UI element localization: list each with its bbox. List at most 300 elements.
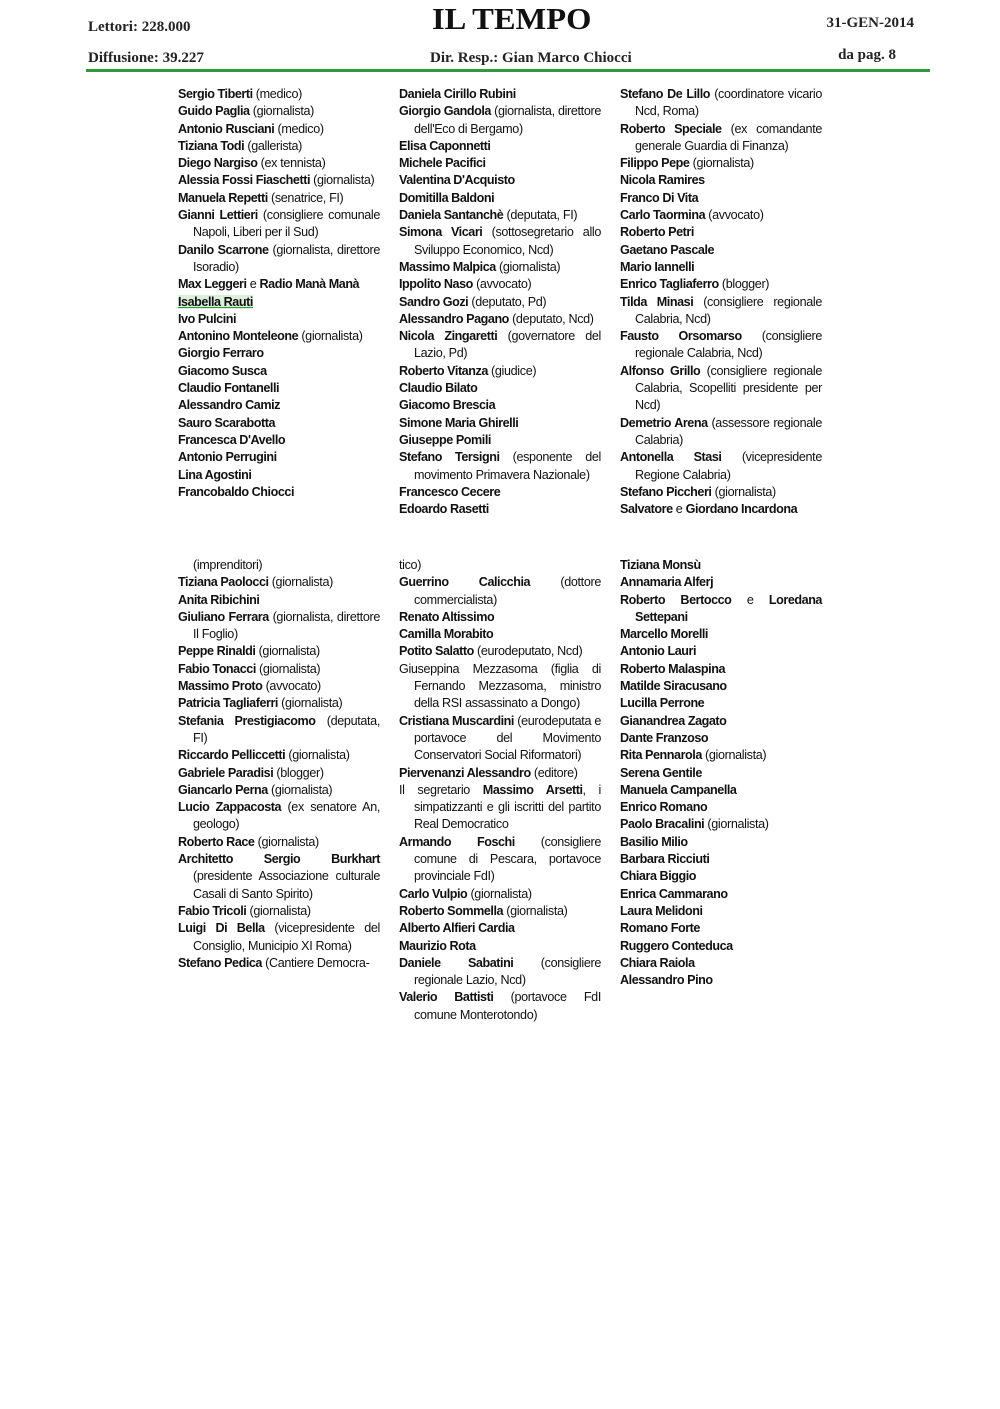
- list-item: [399, 311, 601, 328]
- person-name: Antonino Monteleone: [178, 329, 299, 344]
- person-name: Chiara Raiola: [620, 955, 695, 970]
- list-item: [399, 661, 601, 713]
- person-name: Valerio Battisti: [399, 990, 494, 1005]
- header-rule: [86, 69, 930, 72]
- person-name: Tiziana Paolocci: [178, 575, 269, 590]
- list-item: [399, 380, 601, 397]
- person-name: Romano Forte: [620, 921, 700, 936]
- list-item: [178, 397, 380, 414]
- list-item: [178, 190, 380, 207]
- person-note: (ex senatore An, geologo): [193, 800, 380, 832]
- person-note: (giornalista): [503, 903, 568, 918]
- list-item: [178, 557, 380, 574]
- person-note: (dottore commercialista): [414, 575, 601, 607]
- list-item: [399, 449, 601, 484]
- list-item: [620, 484, 822, 501]
- list-item: [178, 834, 380, 851]
- list-item: [620, 415, 822, 450]
- person-note: (ex comandante generale Guardia di Finanza): [635, 121, 823, 153]
- person-name: Elisa Caponnetti: [399, 138, 491, 153]
- list-item: [620, 868, 822, 885]
- person-name: Anita Ribichini: [178, 592, 260, 607]
- list-item: [178, 851, 380, 903]
- person-note: e: [731, 592, 769, 607]
- person-note: (deputata, FI): [503, 208, 578, 223]
- person-note: , i simpatizzanti e gli iscritti del partito Real Democratico: [414, 782, 601, 832]
- person-name: Giancarlo Perna: [178, 782, 268, 797]
- person-note: (giornalista): [704, 817, 769, 832]
- person-name: Giorgio Gandola: [399, 104, 491, 119]
- person-note: (avvocato): [472, 277, 532, 292]
- list-item: [620, 643, 822, 660]
- person-note: tico): [399, 558, 422, 572]
- column-1-top: [178, 86, 380, 501]
- person-note: (giornalista): [268, 575, 333, 590]
- person-note: (sottosegretario allo Sviluppo Economico, Ncd): [414, 225, 601, 257]
- list-item: [620, 886, 822, 903]
- person-note: (giornalista): [495, 259, 561, 274]
- list-item: [399, 609, 601, 626]
- person-name: Roberto Malaspina: [620, 661, 726, 676]
- page-reference: da pag. 8: [838, 47, 896, 63]
- list-item: [178, 799, 380, 834]
- person-name: Antonio Lauri: [620, 644, 696, 659]
- list-item: [178, 172, 380, 189]
- person-note: (giornalista, direttore Isoradio): [193, 242, 380, 274]
- person-name: Carlo Vulpio: [399, 886, 468, 901]
- list-item: [399, 765, 601, 782]
- list-item: [178, 415, 380, 432]
- list-item: [620, 765, 822, 782]
- list-item: [620, 782, 822, 799]
- list-item: [620, 816, 822, 833]
- person-name: Sauro Scarabotta: [178, 415, 276, 430]
- person-name: Antonio Rusciani: [178, 121, 275, 136]
- person-note: (esponente del movimento Primavera Nazionale): [414, 450, 601, 482]
- person-name: Stefano De Lillo: [620, 87, 711, 101]
- list-item: [399, 259, 601, 276]
- person-name: Diego Nargiso: [178, 156, 258, 171]
- person-name: Alessia Fossi Fiaschetti: [178, 173, 310, 188]
- person-name: Laura Melidoni: [620, 903, 703, 918]
- person-name: Danilo Scarrone: [178, 242, 269, 257]
- person-name: Filippo Pepe: [620, 156, 690, 171]
- person-note: (giornalista): [254, 834, 319, 849]
- director-line: Dir. Resp.: Gian Marco Chiocci: [430, 50, 632, 66]
- person-name: Roberto Bertocco: [620, 592, 732, 607]
- list-item: [620, 730, 822, 747]
- person-note: e: [672, 502, 686, 517]
- person-name: Fabio Tricoli: [178, 903, 247, 918]
- person-note: (giornalista, direttore Il Foglio): [193, 609, 380, 642]
- list-item: [399, 294, 601, 311]
- person-name: Alfonso Grillo: [620, 363, 701, 378]
- person-name: Daniele Sabatini: [399, 955, 514, 970]
- person-name: Radio Manà Manà: [259, 277, 360, 292]
- person-name: Stefano Pedica: [178, 955, 262, 970]
- list-item: [620, 920, 822, 937]
- person-name: Barbara Ricciuti: [620, 852, 710, 867]
- list-item: [178, 207, 380, 242]
- person-name: Franco Di Vita: [620, 190, 699, 205]
- list-item: [399, 938, 601, 955]
- person-name: Manuela Repetti: [178, 190, 268, 205]
- person-note: (giornalista): [277, 696, 343, 711]
- person-name: Valentina D'Acquisto: [399, 173, 515, 188]
- person-note: (eurodeputato, Ncd): [473, 644, 583, 659]
- list-item: [178, 713, 380, 748]
- person-name: Nicola Ramires: [620, 173, 705, 188]
- person-note: (giornalista): [255, 644, 320, 659]
- person-note: (consigliere comunale Napoli, Liberi per il Sud): [193, 208, 380, 240]
- person-name: Loredana Settepani: [635, 592, 822, 624]
- list-item: [620, 955, 822, 972]
- list-item: [178, 449, 380, 466]
- person-name: Gianandrea Zagato: [620, 713, 727, 728]
- list-item: [178, 432, 380, 449]
- person-note: (giudice): [487, 363, 537, 378]
- list-item: [399, 920, 601, 937]
- list-item: [620, 449, 822, 484]
- person-name: Stefania Prestigiacomo: [178, 713, 316, 728]
- person-name: Alberto Alfieri Cardia: [399, 921, 515, 936]
- person-name: Armando Foschi: [399, 834, 515, 849]
- person-note: (medico): [252, 87, 302, 101]
- list-item: [620, 557, 822, 574]
- person-name: Enrica Cammarano: [620, 886, 728, 901]
- list-item: [399, 886, 601, 903]
- person-note: (consigliere regionale Calabria, Ncd): [635, 329, 822, 361]
- list-item: [620, 363, 822, 415]
- list-item: [620, 121, 822, 156]
- list-item: [620, 661, 822, 678]
- person-name: Francobaldo Chiocci: [178, 484, 295, 499]
- person-note: (Cantiere Democra-: [261, 955, 370, 970]
- person-name: Demetrio Arena: [620, 415, 708, 430]
- person-name: Massimo Proto: [178, 679, 263, 694]
- list-item: [178, 328, 380, 345]
- list-item: [399, 557, 601, 574]
- list-item: [178, 138, 380, 155]
- person-name: Annamaria Alferj: [620, 575, 714, 590]
- list-item: [620, 678, 822, 695]
- list-item: [620, 574, 822, 591]
- person-note: (governatore del Lazio, Pd): [414, 329, 602, 361]
- person-name: Alessandro Pino: [620, 973, 713, 988]
- person-name: Francesca D'Avello: [178, 432, 286, 447]
- list-item: [399, 224, 601, 259]
- list-item: [620, 592, 822, 627]
- person-note: (giornalista): [285, 748, 350, 763]
- person-name: Edoardo Rasetti: [399, 502, 489, 517]
- list-item: [620, 224, 822, 241]
- person-note: (giornalista): [298, 329, 363, 344]
- person-name: Marcello Morelli: [620, 627, 708, 642]
- person-name: Claudio Fontanelli: [178, 381, 280, 396]
- list-item: [178, 920, 380, 955]
- person-name: Giuliano Ferrara: [178, 609, 269, 624]
- column-3-bottom: [620, 557, 822, 989]
- list-item: [178, 592, 380, 609]
- person-name: Stefano Tersigni: [399, 450, 500, 465]
- person-name: Guido Paglia: [178, 104, 250, 119]
- person-name: Antonella Stasi: [620, 450, 722, 465]
- person-name: Mario Iannelli: [620, 259, 695, 274]
- person-note: (ex tennista): [257, 156, 326, 171]
- person-name: Tiziana Todi: [178, 138, 245, 153]
- list-item: [620, 276, 822, 293]
- person-name: Giordano Incardona: [685, 502, 798, 517]
- person-note: (medico): [274, 121, 324, 136]
- person-name: Potito Salatto: [399, 644, 474, 659]
- person-note: (senatrice, FI): [267, 190, 344, 205]
- person-note: (giornalista): [255, 661, 321, 676]
- list-item: [620, 938, 822, 955]
- person-name: Lina Agostini: [178, 467, 252, 482]
- person-name: Giorgio Ferraro: [178, 346, 264, 361]
- person-name: Gianni Lettieri: [178, 208, 258, 223]
- person-name: Ruggero Conteduca: [620, 938, 733, 953]
- person-name: Giacomo Brescia: [399, 398, 496, 413]
- person-name: Antonio Perrugini: [178, 450, 277, 465]
- list-item: [620, 242, 822, 259]
- list-item: [620, 695, 822, 712]
- list-item: [620, 834, 822, 851]
- list-item: [620, 713, 822, 730]
- list-item: [399, 432, 601, 449]
- person-name: Isabella Rauti: [178, 294, 253, 309]
- person-name: Massimo Malpica: [399, 259, 496, 274]
- person-name: Roberto Petri: [620, 225, 694, 240]
- person-name: Fabio Tonacci: [178, 661, 256, 676]
- list-item: [399, 501, 601, 518]
- list-item: [399, 484, 601, 501]
- person-name: Simona Vicari: [399, 225, 483, 240]
- column-3-top: [620, 86, 822, 518]
- list-item: [178, 103, 380, 120]
- person-name: Lucio Zappacosta: [178, 800, 282, 815]
- list-item: [399, 626, 601, 643]
- newspaper-masthead: IL TEMPO: [432, 1, 592, 36]
- list-item: [399, 713, 601, 765]
- person-name: Roberto Speciale: [620, 121, 722, 136]
- person-name: Roberto Sommella: [399, 903, 504, 918]
- person-name: Paolo Bracalini: [620, 817, 705, 832]
- person-note: (vicepresidente del Consiglio, Municipio XI Roma): [193, 921, 380, 953]
- person-note: (giornalista): [310, 173, 375, 188]
- diffusion-count: Diffusione: 39.227: [88, 50, 204, 66]
- list-item: [178, 678, 380, 695]
- person-name: Renato Altissimo: [399, 609, 495, 624]
- list-item: [178, 574, 380, 591]
- list-item: [620, 155, 822, 172]
- person-name: Riccardo Pelliccetti: [178, 748, 286, 763]
- person-name: Gaetano Pascale: [620, 242, 715, 257]
- person-name: Giacomo Susca: [178, 363, 267, 378]
- person-name: Dante Franzoso: [620, 730, 709, 745]
- person-name: Architetto Sergio Burkhart: [178, 852, 380, 867]
- person-name: Fausto Orsomarso: [620, 329, 742, 344]
- list-item: [178, 155, 380, 172]
- list-item: [178, 86, 380, 103]
- list-item: [620, 328, 822, 363]
- list-item: [178, 276, 380, 293]
- person-name: Maurizio Rota: [399, 938, 476, 953]
- list-item: [399, 328, 601, 363]
- person-name: Chiara Biggio: [620, 869, 697, 884]
- list-item: [620, 799, 822, 816]
- list-item: [399, 989, 601, 1024]
- person-note: e: [246, 277, 260, 292]
- list-item: [178, 903, 380, 920]
- person-note: (portavoce FdI comune Monterotondo): [414, 990, 601, 1022]
- list-item: [399, 207, 601, 224]
- person-note: (vicepresidente Regione Calabria): [635, 450, 822, 482]
- person-name: Manuela Campanella: [620, 782, 737, 797]
- person-name: Michele Pacifici: [399, 156, 486, 171]
- person-name: Gabriele Paradisi: [178, 765, 274, 780]
- person-note: (giornalista): [249, 104, 314, 119]
- list-item: [178, 363, 380, 380]
- person-note: (giornalista): [246, 903, 311, 918]
- person-note: (giornalista): [701, 748, 767, 763]
- list-item: [399, 190, 601, 207]
- list-item: [620, 501, 822, 518]
- list-item: [178, 467, 380, 484]
- person-name: Tiziana Monsù: [620, 558, 701, 572]
- person-note: Il segretario: [399, 782, 483, 797]
- column-2-bottom: [399, 557, 601, 1024]
- list-item: [399, 276, 601, 293]
- list-item: [620, 294, 822, 329]
- person-name: Basilio Milio: [620, 834, 688, 849]
- person-note: (giornalista): [711, 484, 776, 499]
- list-item: [399, 643, 601, 660]
- list-item: [620, 747, 822, 764]
- person-name: Enrico Romano: [620, 800, 708, 815]
- list-item: [178, 311, 380, 328]
- readers-count: Lettori: 228.000: [88, 19, 191, 35]
- person-name: Lucilla Perrone: [620, 696, 705, 711]
- list-item: [620, 172, 822, 189]
- list-item: [620, 972, 822, 989]
- list-item: [399, 172, 601, 189]
- person-note: (blogger): [718, 277, 770, 292]
- person-note: (giornalista, direttore dell'Eco di Bergamo): [414, 104, 601, 136]
- person-note: (avvocato): [705, 208, 764, 223]
- column-2-top: [399, 86, 601, 518]
- list-item: [620, 851, 822, 868]
- person-name: Daniela Cirillo Rubini: [399, 87, 516, 101]
- person-name: Simone Maria Ghirelli: [399, 415, 519, 430]
- list-item: [178, 747, 380, 764]
- person-note: (imprenditori): [193, 558, 263, 572]
- list-item: [620, 626, 822, 643]
- list-item: [178, 955, 380, 972]
- person-name: Enrico Tagliaferro: [620, 277, 719, 292]
- list-item: [620, 190, 822, 207]
- person-name: Serena Gentile: [620, 765, 702, 780]
- list-item: [178, 294, 380, 311]
- list-item: [399, 363, 601, 380]
- person-note: (eurodeputata e portavoce del Movimento Conservatori Social Riformatori): [414, 713, 602, 763]
- list-item: [399, 155, 601, 172]
- person-name: Luigi Di Bella: [178, 921, 265, 936]
- list-item: [178, 609, 380, 644]
- list-item: [178, 661, 380, 678]
- list-item: [178, 121, 380, 138]
- list-item: [399, 955, 601, 990]
- person-note: (consigliere comune di Pescara, portavoce provinciale FdI): [414, 834, 601, 884]
- person-note: (editore): [530, 765, 578, 780]
- list-item: [178, 782, 380, 799]
- list-item: [620, 207, 822, 224]
- person-name: Daniela Santanchè: [399, 208, 504, 223]
- person-name: Massimo Arsetti: [482, 782, 583, 797]
- person-name: Camilla Morabito: [399, 627, 494, 642]
- person-name: Alessandro Pagano: [399, 311, 509, 326]
- list-item: [399, 103, 601, 138]
- person-note: (assessore regionale Calabria): [635, 415, 822, 447]
- list-item: [399, 138, 601, 155]
- list-item: [620, 903, 822, 920]
- person-name: Nicola Zingaretti: [399, 329, 498, 344]
- person-note: (gallerista): [244, 138, 302, 153]
- list-item: [178, 380, 380, 397]
- person-name: Cristiana Muscardini: [399, 713, 514, 728]
- person-name: Piervenanzi Alessandro: [399, 765, 531, 780]
- person-name: Patricia Tagliaferri: [178, 696, 278, 711]
- list-item: [399, 415, 601, 432]
- person-name: Claudio Bilato: [399, 381, 478, 396]
- person-note: (consigliere regionale Lazio, Ncd): [414, 955, 601, 988]
- person-name: Guerrino Calicchia: [399, 575, 531, 590]
- person-name: Roberto Vitanza: [399, 363, 488, 378]
- person-note: (presidente Associazione culturale Casali di Santo Spirito): [193, 869, 380, 901]
- list-item: [178, 242, 380, 277]
- person-note: (giornalista): [267, 782, 333, 797]
- list-item: [620, 259, 822, 276]
- person-name: Ippolito Naso: [399, 277, 473, 292]
- list-item: [178, 643, 380, 660]
- person-note: (giornalista): [689, 156, 754, 171]
- list-item: [399, 574, 601, 609]
- person-note: (deputata, FI): [193, 713, 380, 745]
- person-name: Ivo Pulcini: [178, 311, 237, 326]
- list-item: [399, 86, 601, 103]
- list-item: [178, 765, 380, 782]
- list-item: [399, 782, 601, 834]
- list-item: [178, 484, 380, 501]
- list-item: [399, 903, 601, 920]
- person-note: (consigliere regionale Calabria, Scopelliti presidente per Ncd): [635, 363, 822, 413]
- person-name: Roberto Race: [178, 834, 255, 849]
- person-name: Sergio Tiberti: [178, 87, 253, 101]
- list-item: [620, 86, 822, 121]
- person-note: (coordinatore vicario Ncd, Roma): [635, 87, 822, 119]
- person-name: Domitilla Baldoni: [399, 190, 495, 205]
- person-name: Matilde Siracusano: [620, 679, 727, 694]
- person-name: Peppe Rinaldi: [178, 644, 256, 659]
- person-note: (consigliere regionale Calabria, Ncd): [635, 294, 822, 326]
- person-note: (giornalista): [467, 886, 532, 901]
- list-item: [399, 397, 601, 414]
- person-name: Alessandro Camiz: [178, 398, 280, 413]
- list-item: [178, 345, 380, 362]
- person-name: Rita Pennarola: [620, 748, 702, 763]
- person-name: Tilda Minasi: [620, 294, 694, 309]
- person-name: Carlo Taormina: [620, 208, 706, 223]
